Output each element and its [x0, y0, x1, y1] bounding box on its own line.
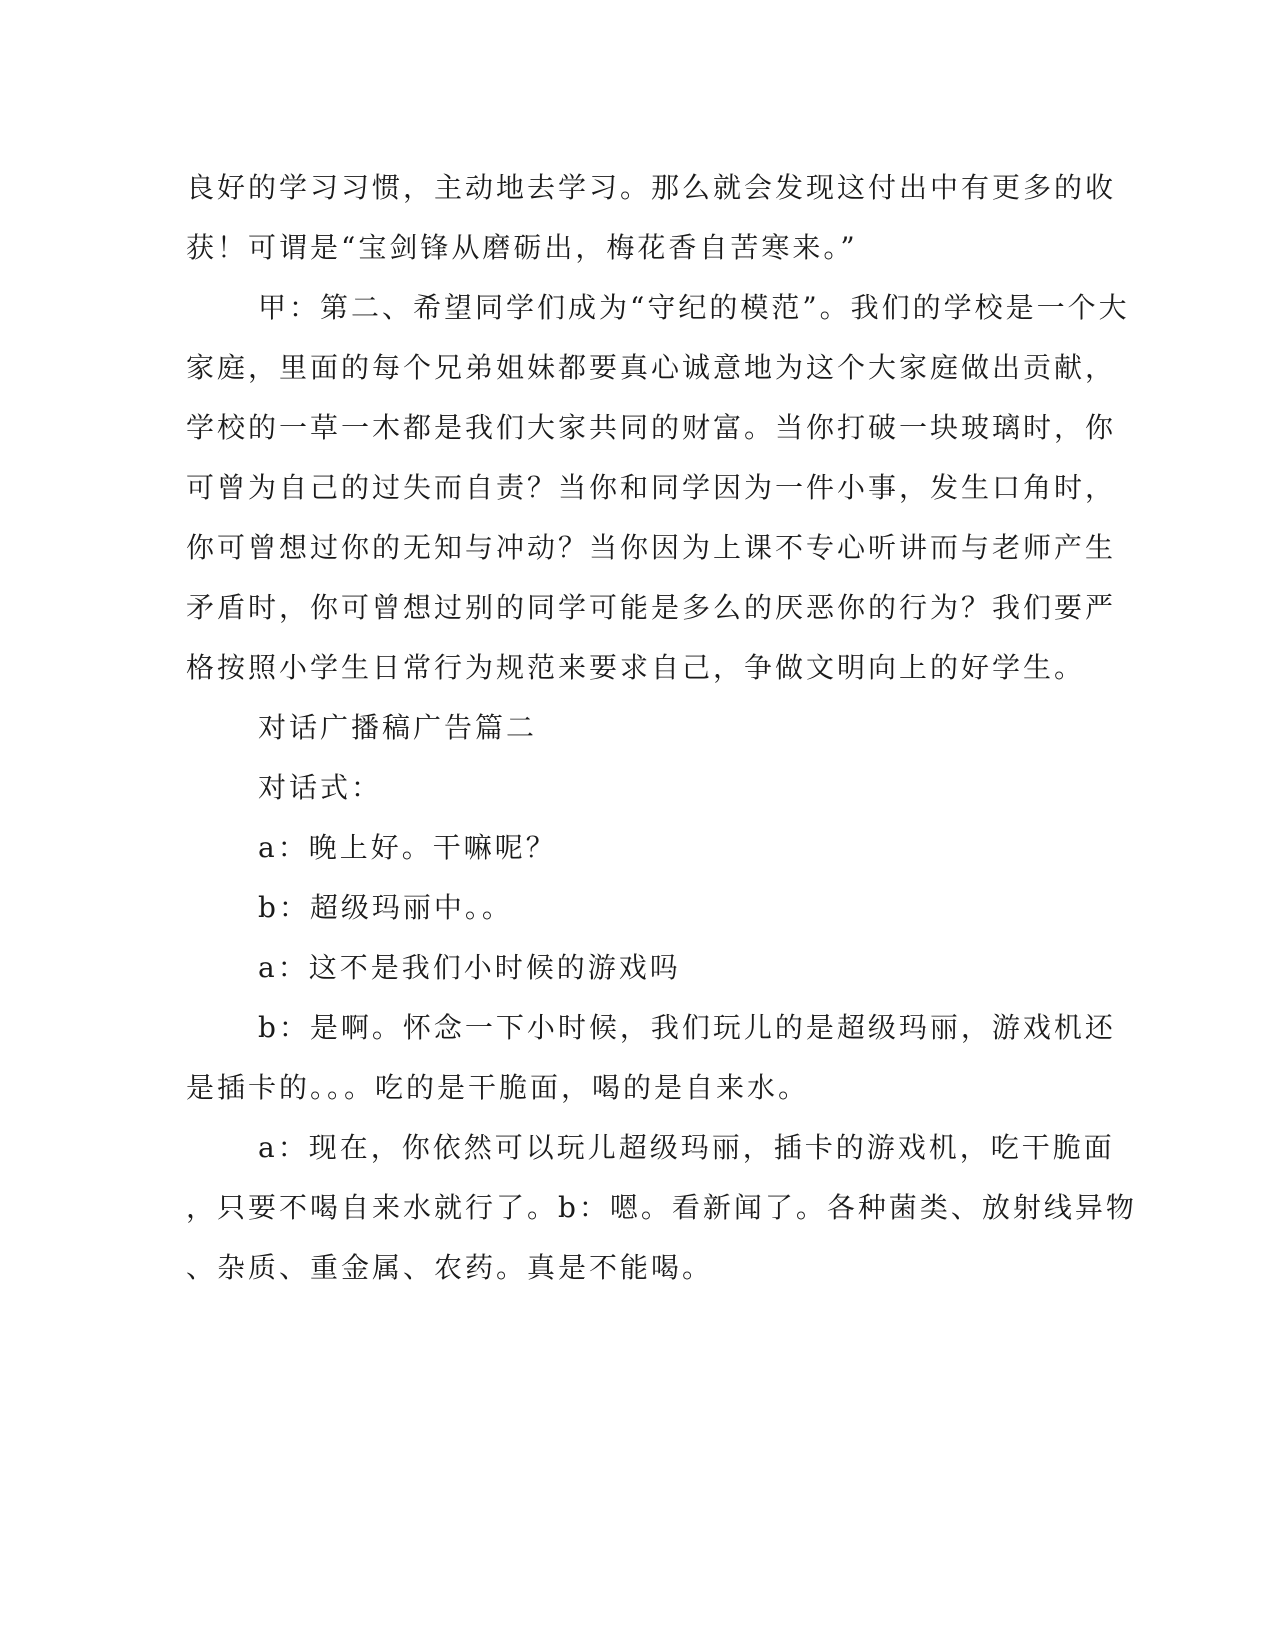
dialogue-heading: 对话式：	[258, 771, 383, 804]
dialogue-line: a：晚上好。干嘛呢？	[258, 831, 557, 864]
text-line: 是插卡的。。。吃的是干脆面，喝的是自来水。	[186, 1071, 810, 1104]
dialogue-line: a：这不是我们小时候的游戏吗	[258, 951, 681, 984]
dialogue-line: b：是啊。怀念一下小时候，我们玩儿的是超级玛丽，游戏机还	[258, 1011, 1116, 1044]
text-line: 学校的一草一木都是我们大家共同的财富。当你打破一块玻璃时，你	[186, 411, 1117, 444]
text-line: 矛盾时，你可曾想过别的同学可能是多么的厌恶你的行为？我们要严	[186, 591, 1117, 624]
text-line: 格按照小学生日常行为规范来要求自己，争做文明向上的好学生。	[186, 651, 1086, 684]
dialogue-line: a：现在，你依然可以玩儿超级玛丽，插卡的游戏机，吃干脆面	[258, 1131, 1115, 1164]
text-line: 、杂质、重金属、农药。真是不能喝。	[186, 1251, 714, 1284]
document-body	[186, 158, 1137, 1298]
text-line: 良好的学习习惯，主动地去学习。那么就会发现这付出中有更多的收	[186, 171, 1117, 204]
text-line: 可曾为自己的过失而自责？当你和同学因为一件小事，发生口角时，	[186, 471, 1117, 504]
text-line: 你可曾想过你的无知与冲动？当你因为上课不专心听讲而与老师产生	[186, 531, 1117, 564]
text-line: ，只要不喝自来水就行了。b：嗯。看新闻了。各种菌类、放射线异物	[186, 1191, 1137, 1224]
dialogue-line: b：超级玛丽中。。	[258, 891, 513, 924]
paragraph-start-line: 甲：第二、希望同学们成为“守纪的模范”。我们的学校是一个大	[258, 291, 1130, 324]
text-line: 获！可谓是“宝剑锋从磨砺出，梅花香自苦寒来。”	[186, 231, 858, 264]
section-title: 对话广播稿广告篇二	[258, 711, 538, 744]
text-line: 家庭，里面的每个兄弟姐妹都要真心诚意地为这个大家庭做出贡献，	[186, 351, 1117, 384]
